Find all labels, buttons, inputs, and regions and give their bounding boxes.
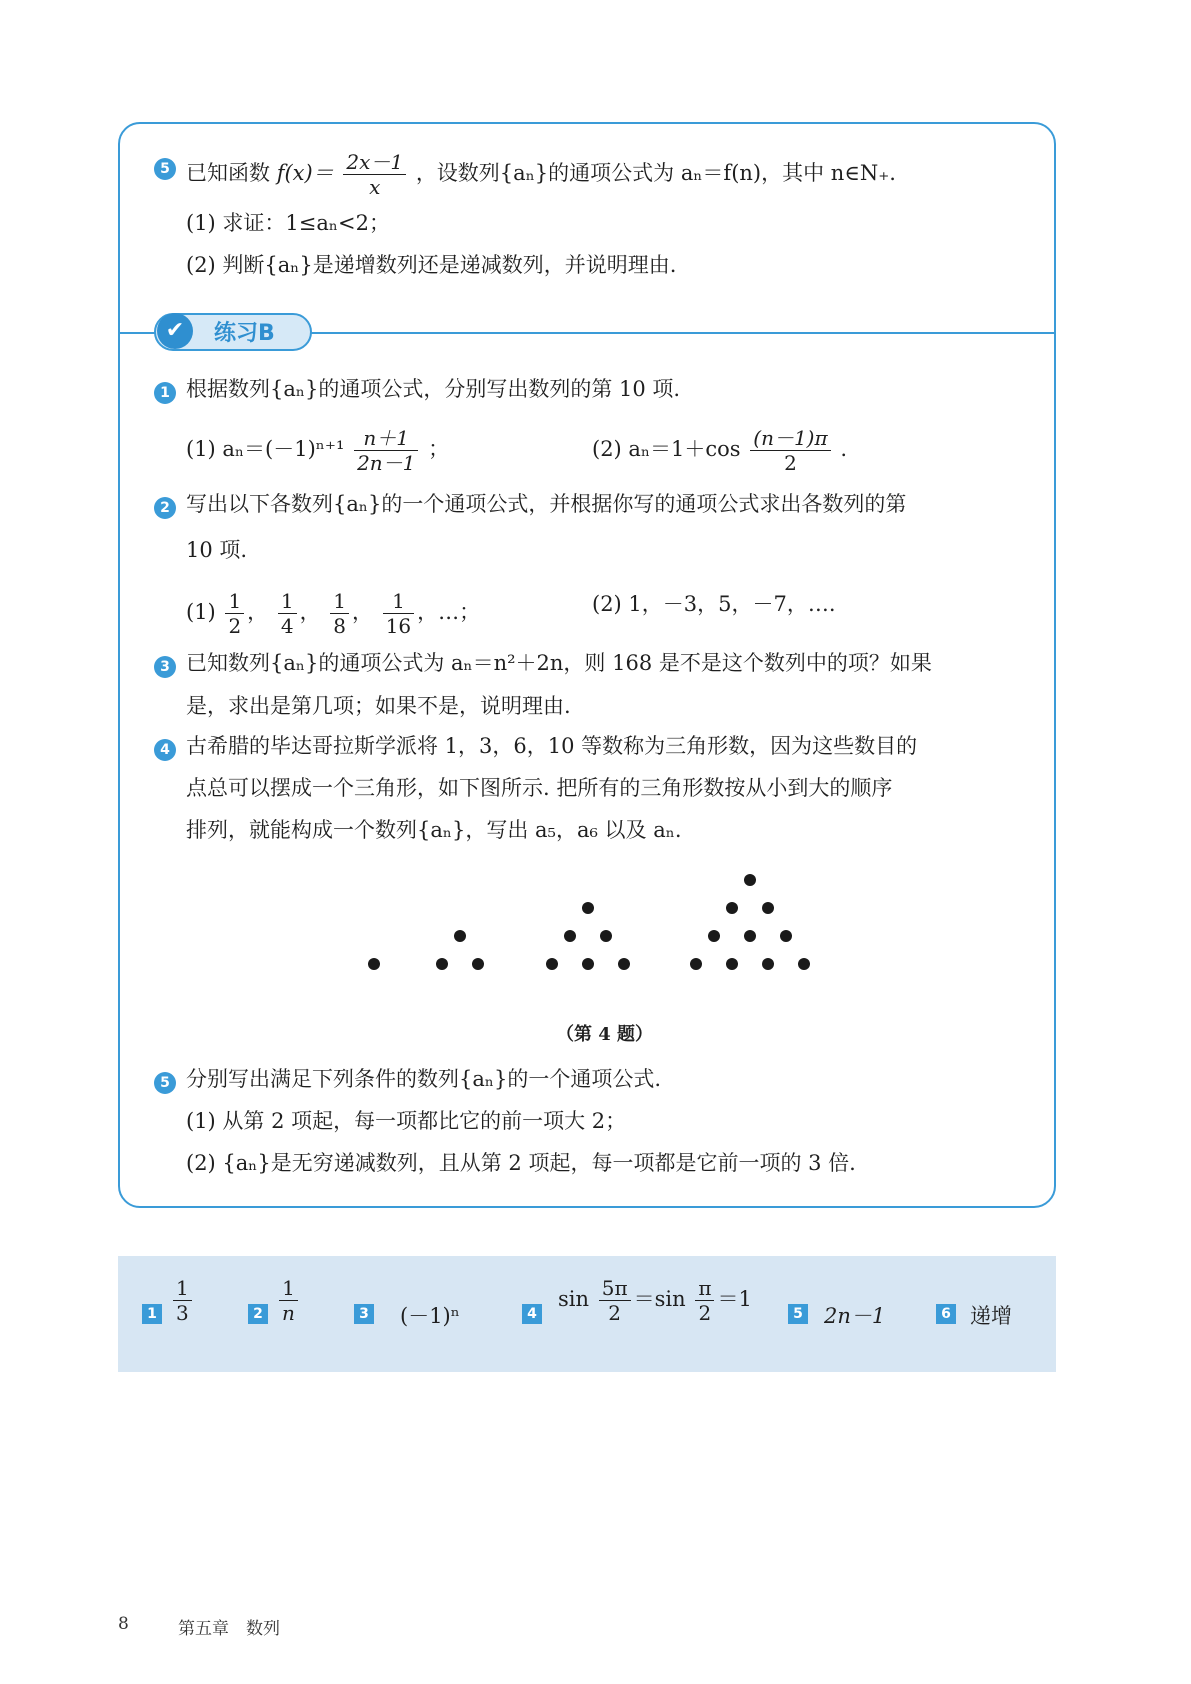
fraction-numerator: 1 <box>278 589 297 614</box>
fraction <box>343 150 406 199</box>
fraction <box>599 1276 631 1325</box>
fraction-denominator: 4 <box>280 614 294 638</box>
fraction-numerator: 1 <box>279 1276 298 1301</box>
figure-dot <box>744 874 756 886</box>
problem-number-badge: 3 <box>154 656 176 678</box>
punctuation: ，…； <box>417 600 481 624</box>
fraction-denominator: 8 <box>333 614 347 638</box>
figure-dot <box>690 958 702 970</box>
fraction-denominator: 2 <box>698 1301 712 1325</box>
expression: (1) aₙ＝(－1)ⁿ⁺¹ <box>186 437 345 461</box>
answer-value <box>558 1276 752 1325</box>
stem-text: 已知函数 <box>186 161 270 185</box>
fraction-denominator: 2 <box>784 451 797 475</box>
figure-dot <box>726 902 738 914</box>
figure-dot <box>454 930 466 942</box>
stem-text: ，设数列{aₙ}的通项公式为 aₙ＝f(n)，其中 n∈N₊. <box>415 161 896 185</box>
figure-dot <box>762 902 774 914</box>
problem-text: 是，求出是第几项；如果不是，说明理由. <box>186 694 571 718</box>
fraction-denominator: 2 <box>608 1301 622 1325</box>
fraction-numerator: (n－1)π <box>750 426 830 451</box>
top-problem-part2: (2) 判断{aₙ}是递增数列还是递减数列，并说明理由. <box>186 253 677 277</box>
answer-value: (－1)ⁿ <box>400 1304 460 1328</box>
top-problem-part1: (1) 求证：1≤aₙ<2； <box>186 211 390 235</box>
fraction-denominator: x <box>369 175 381 199</box>
fraction-numerator: 5π <box>599 1276 631 1301</box>
answer-value: 递增 <box>970 1304 1012 1328</box>
problem-text: 10 项. <box>186 538 248 562</box>
problem-text: 古希腊的毕达哥拉斯学派将 1，3，6，10 等数称为三角形数，因为这些数目的 <box>186 734 918 758</box>
fraction-denominator: 16 <box>385 614 412 638</box>
section-title: 练习B <box>214 321 275 346</box>
fraction-numerator: n＋1 <box>354 426 418 451</box>
problem-text: 分别写出满足下列条件的数列{aₙ}的一个通项公式. <box>186 1067 662 1091</box>
problem-text: 已知数列{aₙ}的通项公式为 aₙ＝n²＋2n，则 168 是不是这个数列中的项？如果 <box>186 651 932 675</box>
figure-dot <box>472 958 484 970</box>
figure-dot <box>546 958 558 970</box>
chapter-title: 第五章 数列 <box>178 1619 280 1639</box>
expression: (2) aₙ＝1＋cos <box>592 437 741 461</box>
figure-dot <box>798 958 810 970</box>
fraction <box>279 1276 298 1325</box>
punctuation: ， <box>352 600 374 624</box>
answer-number: 5 <box>788 1304 808 1324</box>
problem-part2: (2) {aₙ}是无穷递减数列，且从第 2 项起，每一项都是它前一项的 3 倍. <box>186 1151 856 1175</box>
problem-part2 <box>592 426 847 475</box>
answer-value <box>276 1276 301 1325</box>
answer-number: 3 <box>354 1304 374 1324</box>
answer-value: 2n－1 <box>824 1304 886 1328</box>
fraction <box>750 426 830 475</box>
problem-number-badge: 4 <box>154 739 176 761</box>
fraction-denominator: n <box>282 1301 295 1325</box>
expression: sin <box>558 1287 590 1311</box>
fraction <box>330 589 349 638</box>
answer-number: 1 <box>142 1304 162 1324</box>
figure-dot <box>708 930 720 942</box>
fraction-denominator: 3 <box>176 1301 189 1325</box>
problem-part1: (1) 从第 2 项起，每一项都比它的前一项大 2； <box>186 1109 627 1133</box>
figure-dot <box>618 958 630 970</box>
fraction <box>225 589 244 638</box>
figure-dot <box>726 958 738 970</box>
page-number: 8 <box>118 1614 129 1634</box>
problem-text: 写出以下各数列{aₙ}的一个通项公式，并根据你写的通项公式求出各数列的第 <box>186 492 907 516</box>
answer-number: 2 <box>248 1304 268 1324</box>
problem-part2: (2) 1，－3，5，－7，…. <box>592 592 836 616</box>
fraction <box>173 1276 192 1325</box>
fraction-numerator: 1 <box>173 1276 192 1301</box>
fraction <box>383 589 414 638</box>
figure-dot <box>600 930 612 942</box>
figure-dot <box>368 958 380 970</box>
punctuation: . <box>840 437 847 461</box>
answer-number: 6 <box>936 1304 956 1324</box>
problem-number-badge: 5 <box>154 158 176 180</box>
answer-strip <box>118 1256 1056 1372</box>
figure-dot <box>780 930 792 942</box>
fraction-numerator: 2x－1 <box>343 150 406 175</box>
expression: ＝sin <box>633 1287 686 1311</box>
fraction <box>695 1276 714 1325</box>
problem-text: 根据数列{aₙ}的通项公式，分别写出数列的第 10 项. <box>186 377 681 401</box>
figure-dot <box>744 930 756 942</box>
figure-caption: （第 4 题） <box>556 1024 654 1045</box>
fraction-numerator: π <box>695 1276 714 1301</box>
fraction <box>278 589 297 638</box>
fraction-numerator: 1 <box>225 589 244 614</box>
figure-dot <box>436 958 448 970</box>
fraction-denominator: 2n－1 <box>357 451 416 475</box>
figure-dot <box>762 958 774 970</box>
problem-number-badge: 1 <box>154 382 176 404</box>
figure-dot <box>564 930 576 942</box>
expression: ＝1 <box>717 1287 752 1311</box>
function-expression: f(x)＝ <box>276 161 334 185</box>
fraction-numerator: 1 <box>383 589 414 614</box>
fraction <box>354 426 418 475</box>
expression: (1) <box>186 600 216 624</box>
problem-number-badge: 5 <box>154 1072 176 1094</box>
punctuation: ； <box>428 437 450 461</box>
problem-part1 <box>186 426 449 475</box>
figure-dot <box>582 902 594 914</box>
answer-value <box>170 1276 195 1325</box>
fraction-denominator: 2 <box>228 614 242 638</box>
fraction-numerator: 1 <box>330 589 349 614</box>
punctuation: ， <box>247 600 269 624</box>
checkmark-icon: ✔ <box>157 313 193 349</box>
problem-number-badge: 2 <box>154 497 176 519</box>
top-problem-stem <box>186 150 896 199</box>
figure-dot <box>582 958 594 970</box>
punctuation: ， <box>299 600 321 624</box>
answer-number: 4 <box>522 1304 542 1324</box>
problem-text: 排列，就能构成一个数列{aₙ}，写出 a₅，a₆ 以及 aₙ. <box>186 818 682 842</box>
problem-text: 点总可以摆成一个三角形，如下图所示. 把所有的三角形数按从小到大的顺序 <box>186 776 893 800</box>
problem-part1 <box>186 589 480 638</box>
